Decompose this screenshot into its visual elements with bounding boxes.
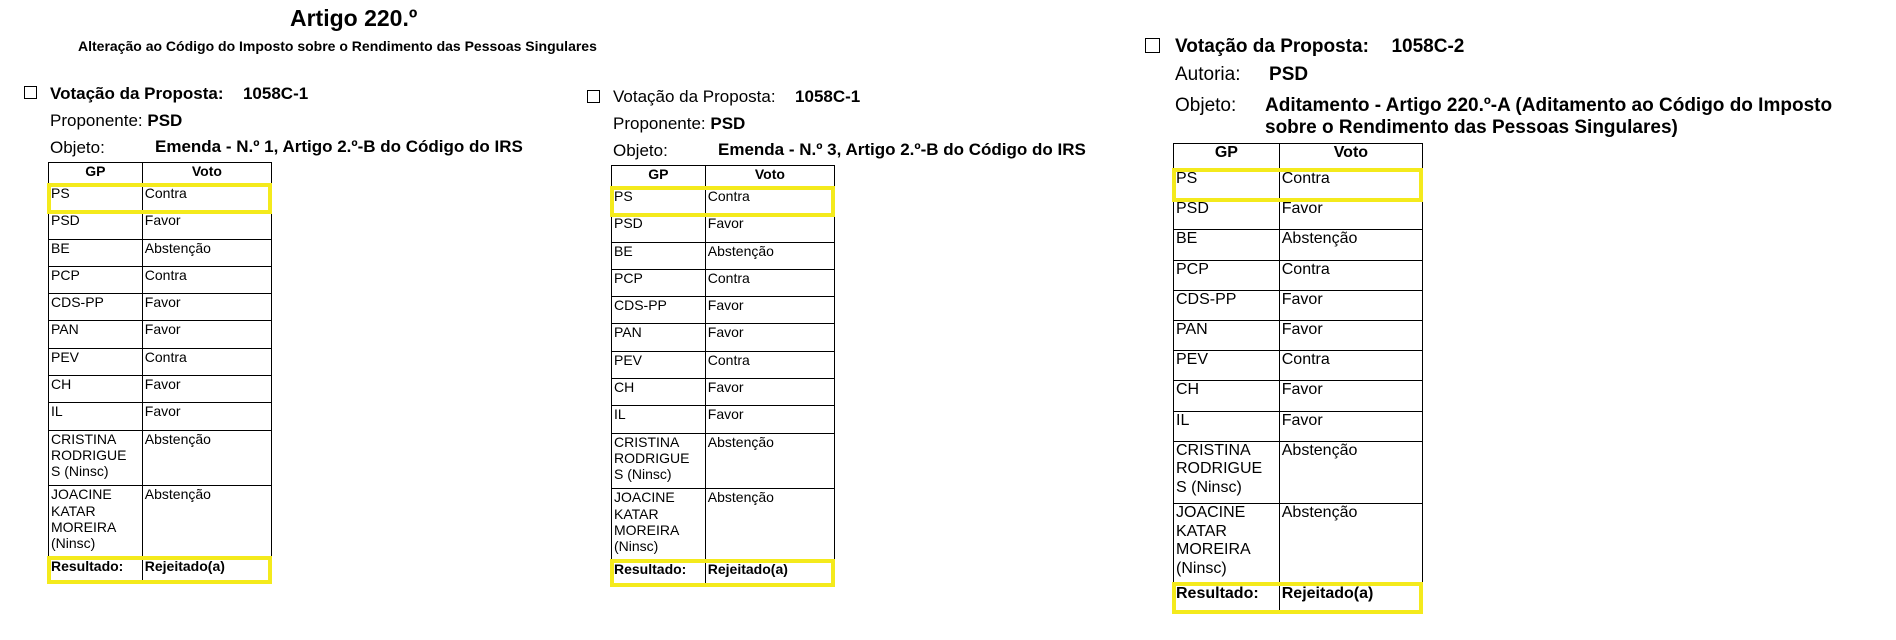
table-row — [1174, 200, 1423, 230]
vote-table-body — [1174, 144, 1423, 613]
voto-cell: Favor — [1279, 320, 1422, 350]
gp-cell: CDS-PP — [1174, 290, 1280, 320]
proposal-3-heading — [1175, 36, 1464, 58]
gp-cell-line: (Ninsc) — [51, 535, 96, 552]
voto-cell: Abstenção — [142, 486, 271, 558]
voto-cell: Abstenção — [142, 239, 271, 266]
table-row — [1174, 411, 1423, 441]
gp-cell-line: CRISTINA — [51, 430, 117, 447]
voto-cell: Favor — [1279, 200, 1422, 230]
proposal-1-heading — [50, 84, 308, 104]
table-row — [612, 433, 835, 489]
result-value: Rejeitado(a) — [705, 561, 834, 585]
vote-table-body — [612, 166, 835, 585]
gp-cell: PAN — [1174, 320, 1280, 350]
voto-cell: Abstenção — [1279, 503, 1422, 584]
table-row — [612, 351, 835, 378]
author-label: Proponente: — [50, 111, 143, 130]
gp-cell: IL — [612, 406, 706, 433]
gp-cell: PSD — [1174, 200, 1280, 230]
gp-cell: IL — [1174, 411, 1280, 441]
voto-cell: Contra — [705, 269, 834, 296]
voto-cell: Favor — [705, 379, 834, 406]
gp-cell: PS — [1174, 170, 1280, 200]
column-header-voto: Voto — [1279, 144, 1422, 170]
proposal-2-checkbox[interactable] — [587, 90, 600, 103]
table-row — [49, 294, 272, 321]
gp-cell: CH — [612, 379, 706, 406]
table-row — [612, 188, 835, 215]
vote-table-1 — [48, 162, 272, 582]
table-row — [612, 215, 835, 242]
proposal-number: 1058C-1 — [242, 84, 309, 103]
gp-cell: BE — [612, 242, 706, 269]
author-value: PSD — [147, 111, 183, 130]
voto-cell: Favor — [1279, 381, 1422, 411]
author-label: Proponente: — [613, 114, 706, 133]
column-header-gp: GP — [612, 166, 706, 188]
voto-cell: Abstenção — [705, 433, 834, 489]
table-row — [1174, 230, 1423, 260]
result-label: Resultado: — [612, 561, 706, 585]
voto-cell: Favor — [705, 324, 834, 351]
result-row — [1174, 584, 1423, 612]
object-value: Emenda - N.º 3, Artigo 2.º-B do Código do IRS — [718, 140, 1086, 159]
gp-cell: PCP — [49, 266, 143, 293]
voto-cell: Contra — [1279, 351, 1422, 381]
table-row — [612, 242, 835, 269]
voto-cell: Favor — [142, 212, 271, 239]
table-row — [49, 348, 272, 375]
voto-cell: Contra — [705, 188, 834, 215]
gp-cell: CDS-PP — [612, 297, 706, 324]
gp-cell: PSD — [612, 215, 706, 242]
voto-cell: Contra — [142, 266, 271, 293]
voto-cell: Abstenção — [1279, 230, 1422, 260]
page-title: Artigo 220.º — [290, 5, 418, 31]
result-label: Resultado: — [49, 558, 143, 582]
voto-cell: Contra — [142, 348, 271, 375]
gp-cell-line: JOACINE — [614, 489, 675, 506]
table-row — [612, 489, 835, 561]
proposal-3-checkbox[interactable] — [1145, 38, 1160, 53]
object-value: Emenda - N.º 1, Artigo 2.º-B do Código do IRS — [155, 137, 523, 156]
voto-cell: Abstenção — [1279, 441, 1422, 503]
gp-cell-line: CRISTINA — [614, 433, 680, 450]
result-row — [612, 561, 835, 585]
gp-cell-line: MOREIRA — [614, 521, 680, 538]
gp-cell-line: S (Ninsc) — [614, 466, 672, 483]
gp-cell: CDS-PP — [49, 294, 143, 321]
result-label: Resultado: — [1174, 584, 1280, 612]
gp-cell — [1174, 441, 1280, 503]
gp-cell: BE — [49, 239, 143, 266]
object-label: Objeto: — [1175, 95, 1237, 116]
table-row — [1174, 441, 1423, 503]
result-value: Rejeitado(a) — [1279, 584, 1422, 612]
object-label: Objeto: — [613, 141, 668, 160]
column-header-voto: Voto — [705, 166, 834, 188]
gp-cell: PEV — [1174, 351, 1280, 381]
voto-cell: Contra — [1279, 170, 1422, 200]
gp-cell — [612, 433, 706, 489]
table-row — [49, 403, 272, 430]
voto-cell: Abstenção — [142, 430, 271, 486]
gp-cell: CH — [1174, 381, 1280, 411]
proposal-3-author-line — [1175, 64, 1308, 86]
table-row — [49, 321, 272, 348]
proposal-number: 1058C-1 — [795, 87, 861, 106]
proposal-number: 1058C-2 — [1391, 36, 1465, 57]
table-row — [49, 486, 272, 558]
voto-cell: Favor — [705, 297, 834, 324]
gp-cell: PS — [49, 185, 143, 212]
author-label: Autoria: — [1175, 64, 1241, 85]
vote-table-body — [49, 163, 272, 582]
voto-cell: Favor — [142, 321, 271, 348]
table-row — [49, 266, 272, 293]
page-subtitle: Alteração ao Código do Imposto sobre o Rendimento das Pessoas Singulares — [78, 38, 597, 54]
vote-table-2 — [611, 165, 835, 585]
result-row — [49, 558, 272, 582]
table-header-row — [612, 166, 835, 188]
gp-cell-line: (Ninsc) — [614, 538, 659, 555]
table-row — [49, 239, 272, 266]
table-row — [1174, 170, 1423, 200]
table-row — [1174, 503, 1423, 584]
voto-cell: Favor — [142, 294, 271, 321]
table-row — [612, 324, 835, 351]
object-value: Aditamento - Artigo 220.º-A (Aditamento ao Código do Imposto sobre o Rendimento das Pessoas Singulares) — [1265, 95, 1833, 139]
table-row — [49, 430, 272, 486]
gp-cell: PCP — [612, 269, 706, 296]
gp-cell — [1174, 503, 1280, 584]
gp-cell-line: KATAR — [51, 502, 96, 519]
gp-cell: PCP — [1174, 260, 1280, 290]
gp-cell: PSD — [49, 212, 143, 239]
gp-cell: CH — [49, 376, 143, 403]
vote-table-3 — [1173, 143, 1423, 613]
gp-cell-line: RODRIGUE — [1176, 460, 1263, 478]
gp-cell-line: JOACINE — [1176, 503, 1246, 521]
table-row — [49, 376, 272, 403]
column-header-gp: GP — [1174, 144, 1280, 170]
proposal-heading-label: Votação da Proposta: — [1175, 36, 1369, 57]
gp-cell-line: KATAR — [614, 505, 659, 522]
author-value: PSD — [1269, 64, 1309, 85]
column-header-gp: GP — [49, 163, 143, 185]
gp-cell: BE — [1174, 230, 1280, 260]
gp-cell — [49, 430, 143, 486]
voto-cell: Favor — [705, 406, 834, 433]
voto-cell: Favor — [1279, 411, 1422, 441]
table-header-row — [1174, 144, 1423, 170]
table-row — [1174, 260, 1423, 290]
proposal-heading-label: Votação da Proposta: — [50, 84, 224, 103]
voto-cell: Contra — [142, 185, 271, 212]
voto-cell: Favor — [142, 376, 271, 403]
table-row — [1174, 351, 1423, 381]
voto-cell: Abstenção — [705, 489, 834, 561]
voto-cell: Favor — [705, 215, 834, 242]
table-row — [49, 185, 272, 212]
gp-cell: PEV — [49, 348, 143, 375]
table-row — [612, 269, 835, 296]
gp-cell-line: CRISTINA — [1176, 441, 1251, 459]
object-label: Objeto: — [50, 138, 105, 157]
gp-cell: PEV — [612, 351, 706, 378]
gp-cell: PAN — [612, 324, 706, 351]
table-row — [1174, 320, 1423, 350]
result-value: Rejeitado(a) — [142, 558, 271, 582]
gp-cell — [49, 486, 143, 558]
proposal-1-checkbox[interactable] — [24, 86, 37, 99]
gp-cell-line: RODRIGUE — [614, 450, 690, 467]
gp-cell-line: RODRIGUE — [51, 447, 127, 464]
gp-cell-line: MOREIRA — [1176, 541, 1251, 559]
gp-cell-line: S (Ninsc) — [1176, 479, 1242, 497]
gp-cell — [612, 489, 706, 561]
proposal-2-author-line — [613, 114, 745, 134]
proposal-2-heading — [613, 87, 860, 107]
voto-cell: Favor — [1279, 290, 1422, 320]
gp-cell: IL — [49, 403, 143, 430]
voto-cell: Abstenção — [705, 242, 834, 269]
gp-cell-line: (Ninsc) — [1176, 559, 1227, 577]
proposal-heading-label: Votação da Proposta: — [613, 87, 776, 106]
column-header-voto: Voto — [142, 163, 271, 185]
table-row — [1174, 381, 1423, 411]
voto-cell: Favor — [142, 403, 271, 430]
voto-cell: Contra — [705, 351, 834, 378]
table-row — [49, 212, 272, 239]
gp-cell: PAN — [49, 321, 143, 348]
voto-cell: Contra — [1279, 260, 1422, 290]
table-row — [1174, 290, 1423, 320]
gp-cell-line: MOREIRA — [51, 518, 117, 535]
gp-cell: PS — [612, 188, 706, 215]
table-header-row — [49, 163, 272, 185]
gp-cell-line: KATAR — [1176, 522, 1227, 540]
gp-cell-line: JOACINE — [51, 486, 112, 503]
proposal-1-author-line — [50, 111, 182, 131]
table-row — [612, 406, 835, 433]
gp-cell-line: S (Ninsc) — [51, 463, 109, 480]
author-value: PSD — [710, 114, 746, 133]
table-row — [612, 297, 835, 324]
table-row — [612, 379, 835, 406]
